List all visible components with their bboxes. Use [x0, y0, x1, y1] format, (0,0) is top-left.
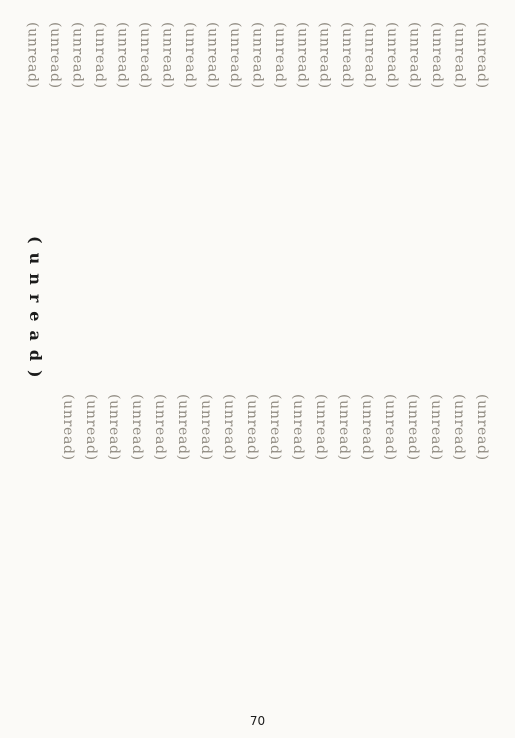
upper-column: (unread) — [226, 22, 243, 89]
lower-column: (unread) — [359, 394, 375, 461]
upper-column: (unread) — [474, 22, 490, 89]
upper-column: (unread) — [249, 22, 266, 89]
lower-column: (unread) — [244, 394, 260, 461]
lower-column: (unread) — [336, 394, 352, 461]
section-heading: (unread) — [26, 236, 45, 387]
lower-column: (unread) — [290, 394, 306, 461]
upper-column: (unread) — [339, 22, 356, 89]
upper-column: (unread) — [69, 22, 86, 89]
lower-column: (unread) — [175, 394, 191, 461]
lower-column: (unread) — [129, 394, 145, 461]
lower-column: (unread) — [83, 394, 99, 461]
lower-column: (unread) — [474, 394, 490, 461]
lower-column: (unread) — [267, 394, 283, 461]
lower-column: (unread) — [152, 394, 168, 461]
upper-column: (unread) — [406, 22, 423, 89]
lower-column: (unread) — [451, 394, 467, 461]
lower-column: (unread) — [221, 394, 237, 461]
upper-column: (unread) — [24, 22, 41, 89]
upper-column: (unread) — [159, 22, 176, 89]
lower-column: (unread) — [428, 394, 444, 461]
lower-column: (unread) — [60, 394, 76, 461]
upper-column: (unread) — [361, 22, 378, 89]
upper-column: (unread) — [136, 22, 153, 89]
lower-column: (unread) — [382, 394, 398, 461]
upper-column: (unread) — [294, 22, 311, 89]
upper-column: (unread) — [47, 22, 64, 89]
upper-column: (unread) — [316, 22, 333, 89]
upper-column: (unread) — [92, 22, 109, 89]
page-number: 70 — [249, 714, 266, 728]
lower-column: (unread) — [106, 394, 122, 461]
lower-text-block — [23, 394, 491, 680]
upper-text-block — [23, 22, 491, 300]
upper-column: (unread) — [181, 22, 198, 89]
lower-column: (unread) — [313, 394, 329, 461]
upper-column: (unread) — [114, 22, 131, 89]
upper-column: (unread) — [271, 22, 288, 89]
upper-column: (unread) — [451, 22, 468, 89]
upper-column: (unread) — [429, 22, 446, 89]
lower-column: (unread) — [198, 394, 214, 461]
upper-column: (unread) — [204, 22, 221, 89]
lower-column: (unread) — [405, 394, 421, 461]
upper-column: (unread) — [384, 22, 401, 89]
